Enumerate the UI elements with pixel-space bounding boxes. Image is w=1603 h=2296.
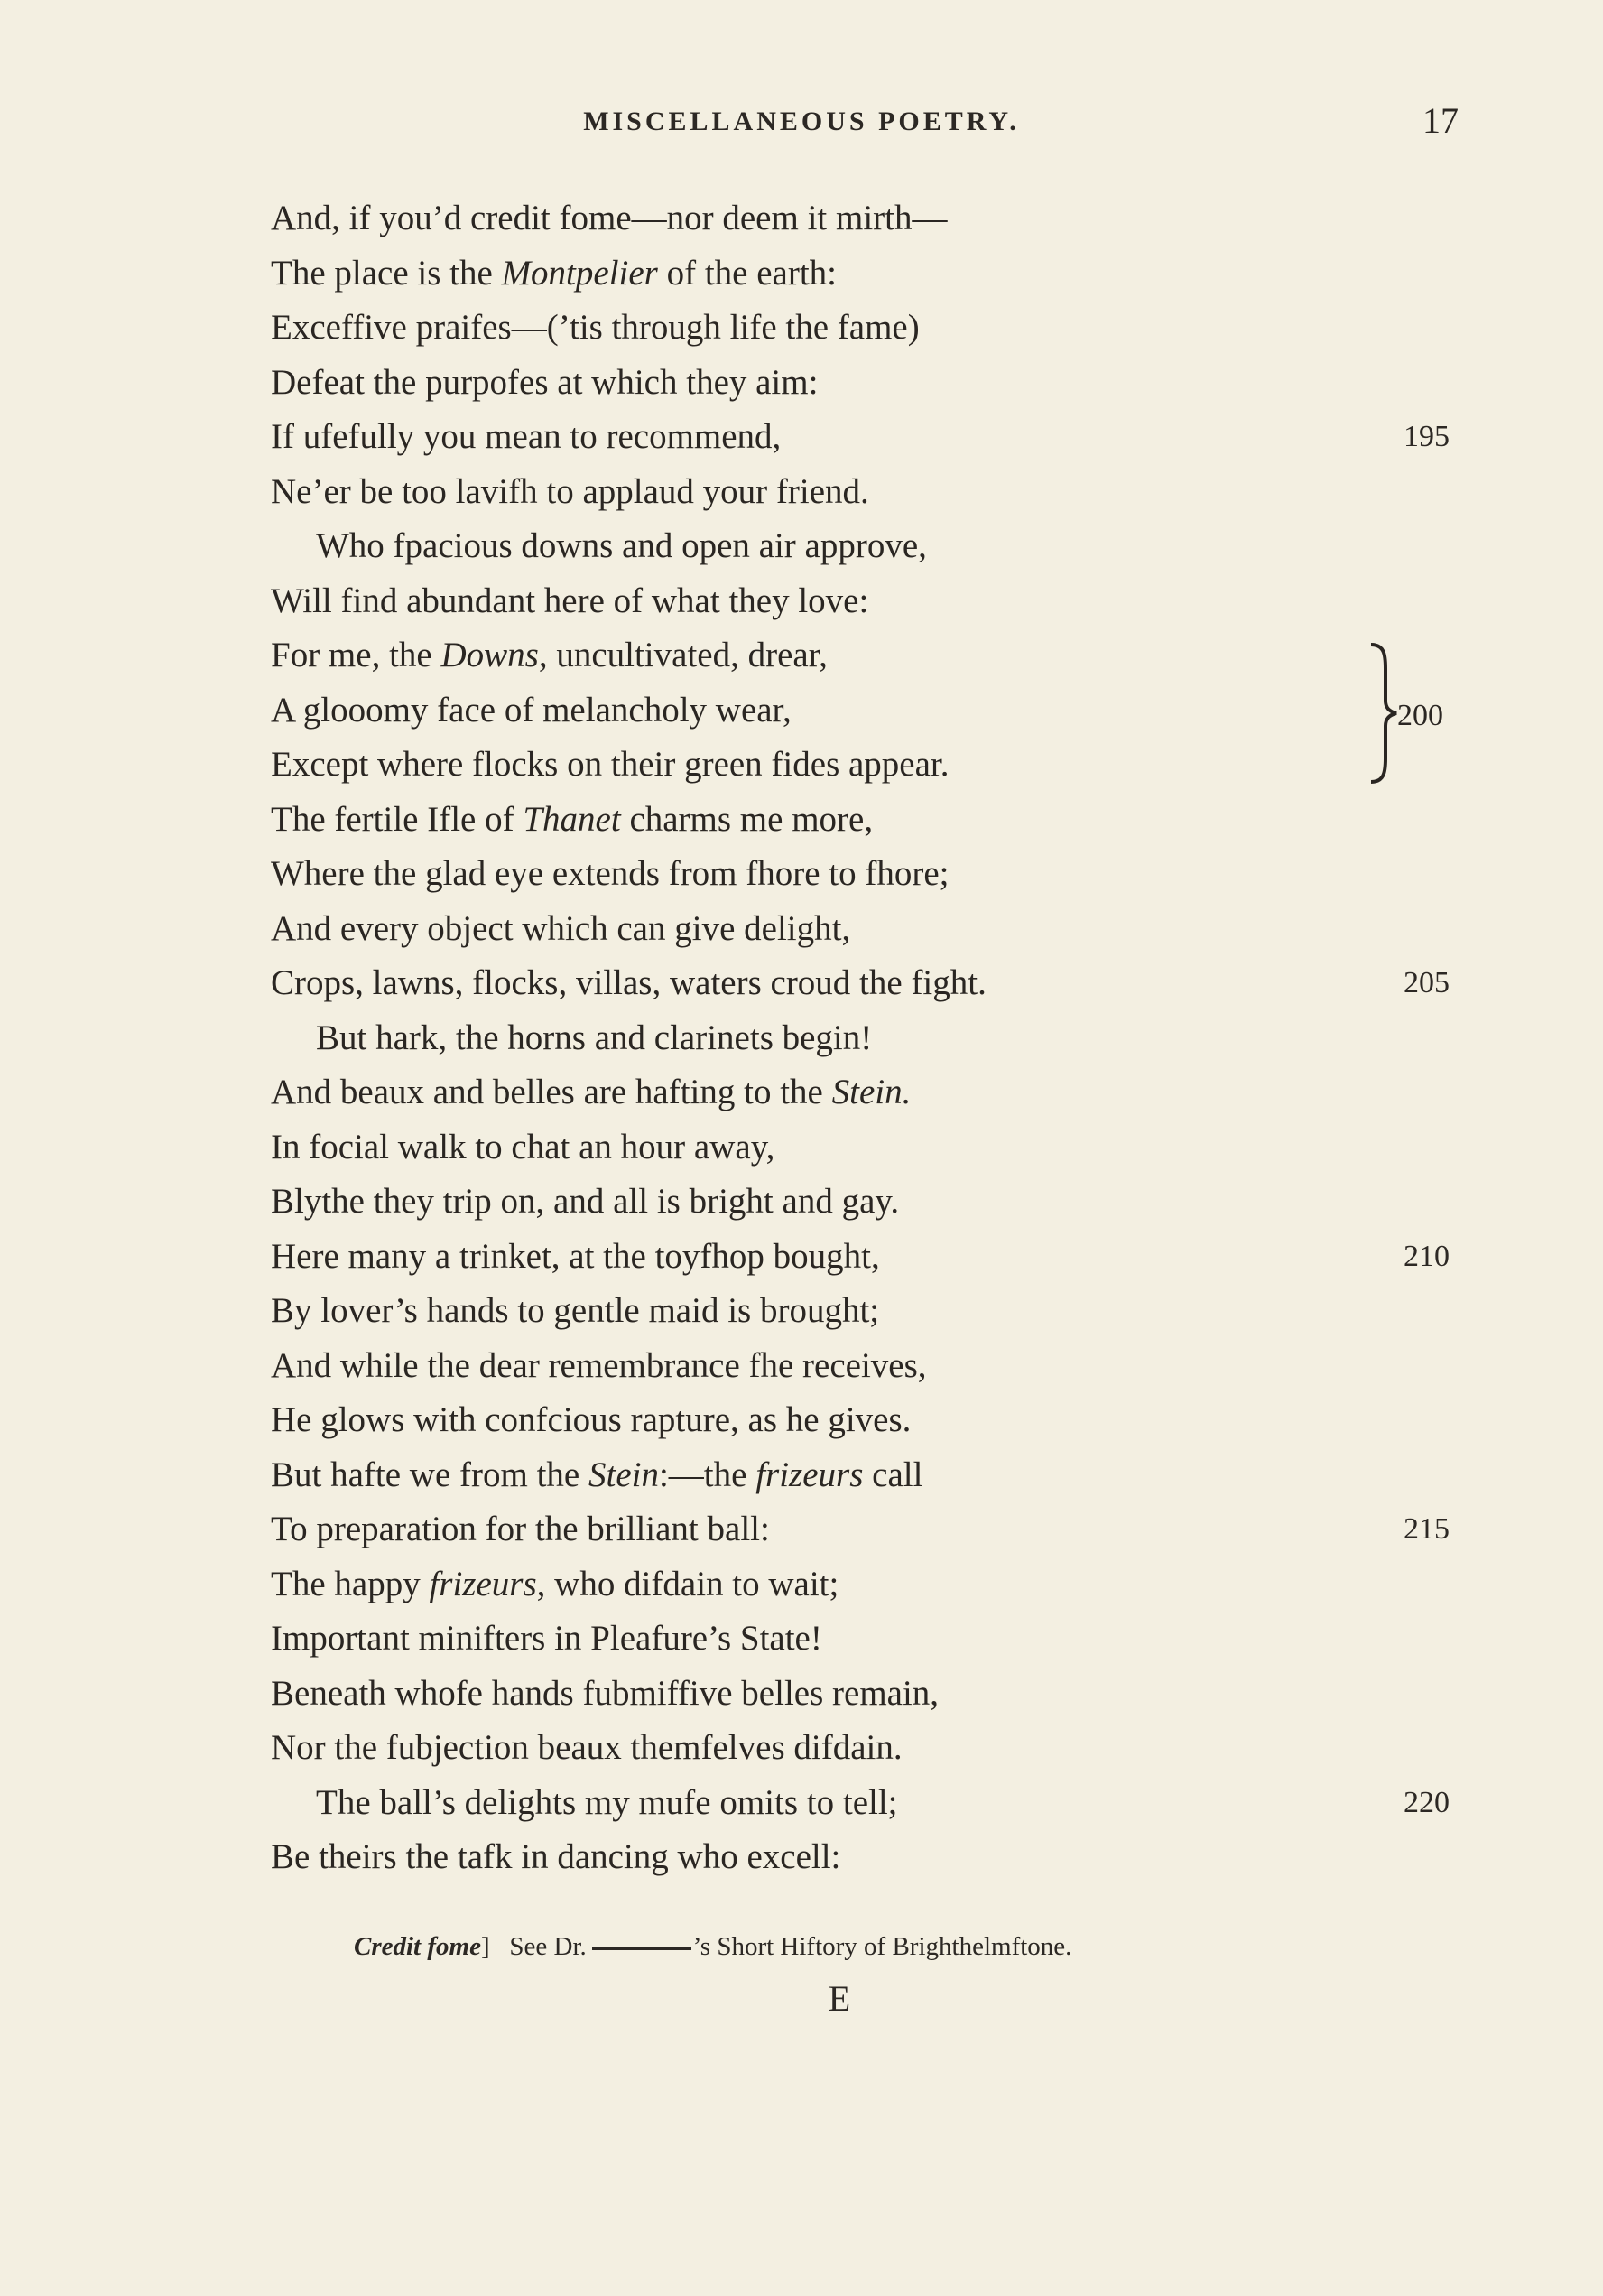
poem-line-text: Defeat the purpofes at which they aim: [271,362,819,402]
footnote-bracket: ] [480,1932,490,1961]
poem-line [271,902,1336,957]
poem-line-italic: Downs [440,636,539,674]
poem-line [271,683,1336,739]
poem-line [271,1393,1336,1448]
line-number-200: 200 [1397,699,1443,732]
poem-line-text: He glows with confcious rapture, as he gives. [271,1400,912,1439]
poem-line-text: Crops, lawns, flocks, villas, waters croud the fight. [271,963,987,1002]
footnote-text-after: ’s Short Hiftory of Brighthelmftone. [692,1932,1072,1961]
poem-line-text: charms me more, [620,799,874,839]
line-number: 215 [1404,1512,1450,1546]
poem-line [271,574,1336,629]
poem-line [271,1557,1336,1613]
footnote-dash [592,1947,691,1950]
poem-line [271,1120,1336,1176]
poem-line-text: And every object which can give delight, [271,908,851,948]
poem-line [271,793,1336,848]
poem-line-text: Be theirs the tafk in dancing who excell: [271,1837,841,1876]
running-head: MISCELLANEOUS POETRY. [583,107,1020,136]
brace-mark [1367,641,1398,785]
poem-line [271,1448,1336,1503]
poem-line-italic: Stein. [831,1073,912,1111]
poem-line-text: Blythe they trip on, and all is bright and gay. [271,1182,900,1221]
poem-line-italic: frizeurs [429,1564,537,1603]
poem-line [271,847,1336,902]
poem-line-text: In focial walk to chat an hour away, [271,1127,775,1167]
poem-line-text: The fertile Ifle of [271,799,524,839]
footnote [354,1932,1071,1962]
poem-line-text: Ne’er be too lavifh to applaud your friend. [271,471,869,511]
poem-line-italic: Stein [588,1455,659,1494]
poem-line-text: A glooomy face of melancholy wear, [271,690,792,730]
poem-line [271,1776,1450,1831]
poem-line [271,191,1336,246]
poem-line-text: Except where flocks on their green fides appear. [271,745,950,784]
poem-line-text: To preparation for the brilliant ball: [271,1510,770,1548]
line-number: 205 [1404,966,1450,999]
poem-line-text: of the earth: [657,253,838,293]
poem-line-text: Here many a trinket, at the toyfhop bought, [271,1236,880,1276]
poem-line-text: The ball’s delights my mufe omits to tell; [316,1782,898,1822]
poem-line [271,1830,1336,1885]
poem-line-text: :—the [658,1455,756,1494]
line-number: 195 [1404,420,1450,453]
poem-line [271,1502,1450,1557]
poem-line-text: Will find abundant here of what they love: [271,581,869,620]
poem-line-text: Beneath whofe hands fubmiffive belles remain, [271,1673,940,1713]
line-number: 210 [1404,1239,1450,1273]
poem-line-italic: Thanet [523,799,621,839]
poem-line-text: The place is the [271,253,502,293]
footnote-text-before: See Dr. [509,1932,587,1961]
poem-line-text: But hafte we from the [271,1455,588,1494]
poem-line-text: But hark, the horns and clarinets begin! [316,1018,873,1057]
line-number: 220 [1404,1785,1450,1819]
poem-line [271,465,1336,520]
poem-line [271,356,1336,411]
poem-line-text: For me, the [271,636,441,674]
poem-line-text: Important minifters in Pleafure’s State! [271,1619,822,1658]
poem-line [271,1175,1336,1230]
poem-line-text: And, if you’d credit fome—nor deem it mirth— [271,199,948,237]
signature-mark: E [828,1978,851,2019]
poem-line [271,1339,1336,1394]
poem-line [271,410,1450,465]
poem-line-text: And while the dear remembrance fhe receives, [271,1345,927,1385]
poem-line [271,1721,1336,1776]
poem-line-text: , uncultivated, drear, [538,636,828,674]
poem-line [271,1667,1336,1722]
poem-line-text: Who fpacious downs and open air approve, [316,526,927,565]
poem-line-text: , who difdain to wait; [536,1564,839,1603]
poem-line-text: By lover’s hands to gentle maid is brought; [271,1291,880,1330]
poem-line-text: Nor the fubjection beaux themfelves difdain. [271,1728,903,1767]
poem-line-text: And beaux and belles are hafting to the [271,1073,832,1111]
poem-line-italic: frizeurs [755,1455,864,1494]
poem-line [271,1284,1336,1339]
poem-line [271,1230,1450,1285]
poem-line [271,628,1336,683]
poem-line [271,519,1336,574]
poem-line-text: The happy [271,1564,430,1603]
poem-line [271,301,1336,356]
poem-line [271,246,1336,302]
footnote-ref: Credit fome [354,1932,481,1961]
poem-line-text: Exceffive praifes—(’tis through life the fame) [271,308,920,347]
poem-line [271,738,1336,793]
poem-line-italic: Montpelier [501,253,658,293]
poem-line-text: If ufefully you mean to recommend, [271,417,782,456]
poem-line [271,1011,1336,1066]
poem-line [271,1612,1336,1667]
poem-line-text: Where the glad eye extends from fhore to fhore; [271,854,950,893]
poem-line [271,956,1450,1011]
poem-line [271,1065,1336,1120]
page-number: 17 [1422,100,1459,141]
poem-line-text: call [863,1455,923,1494]
